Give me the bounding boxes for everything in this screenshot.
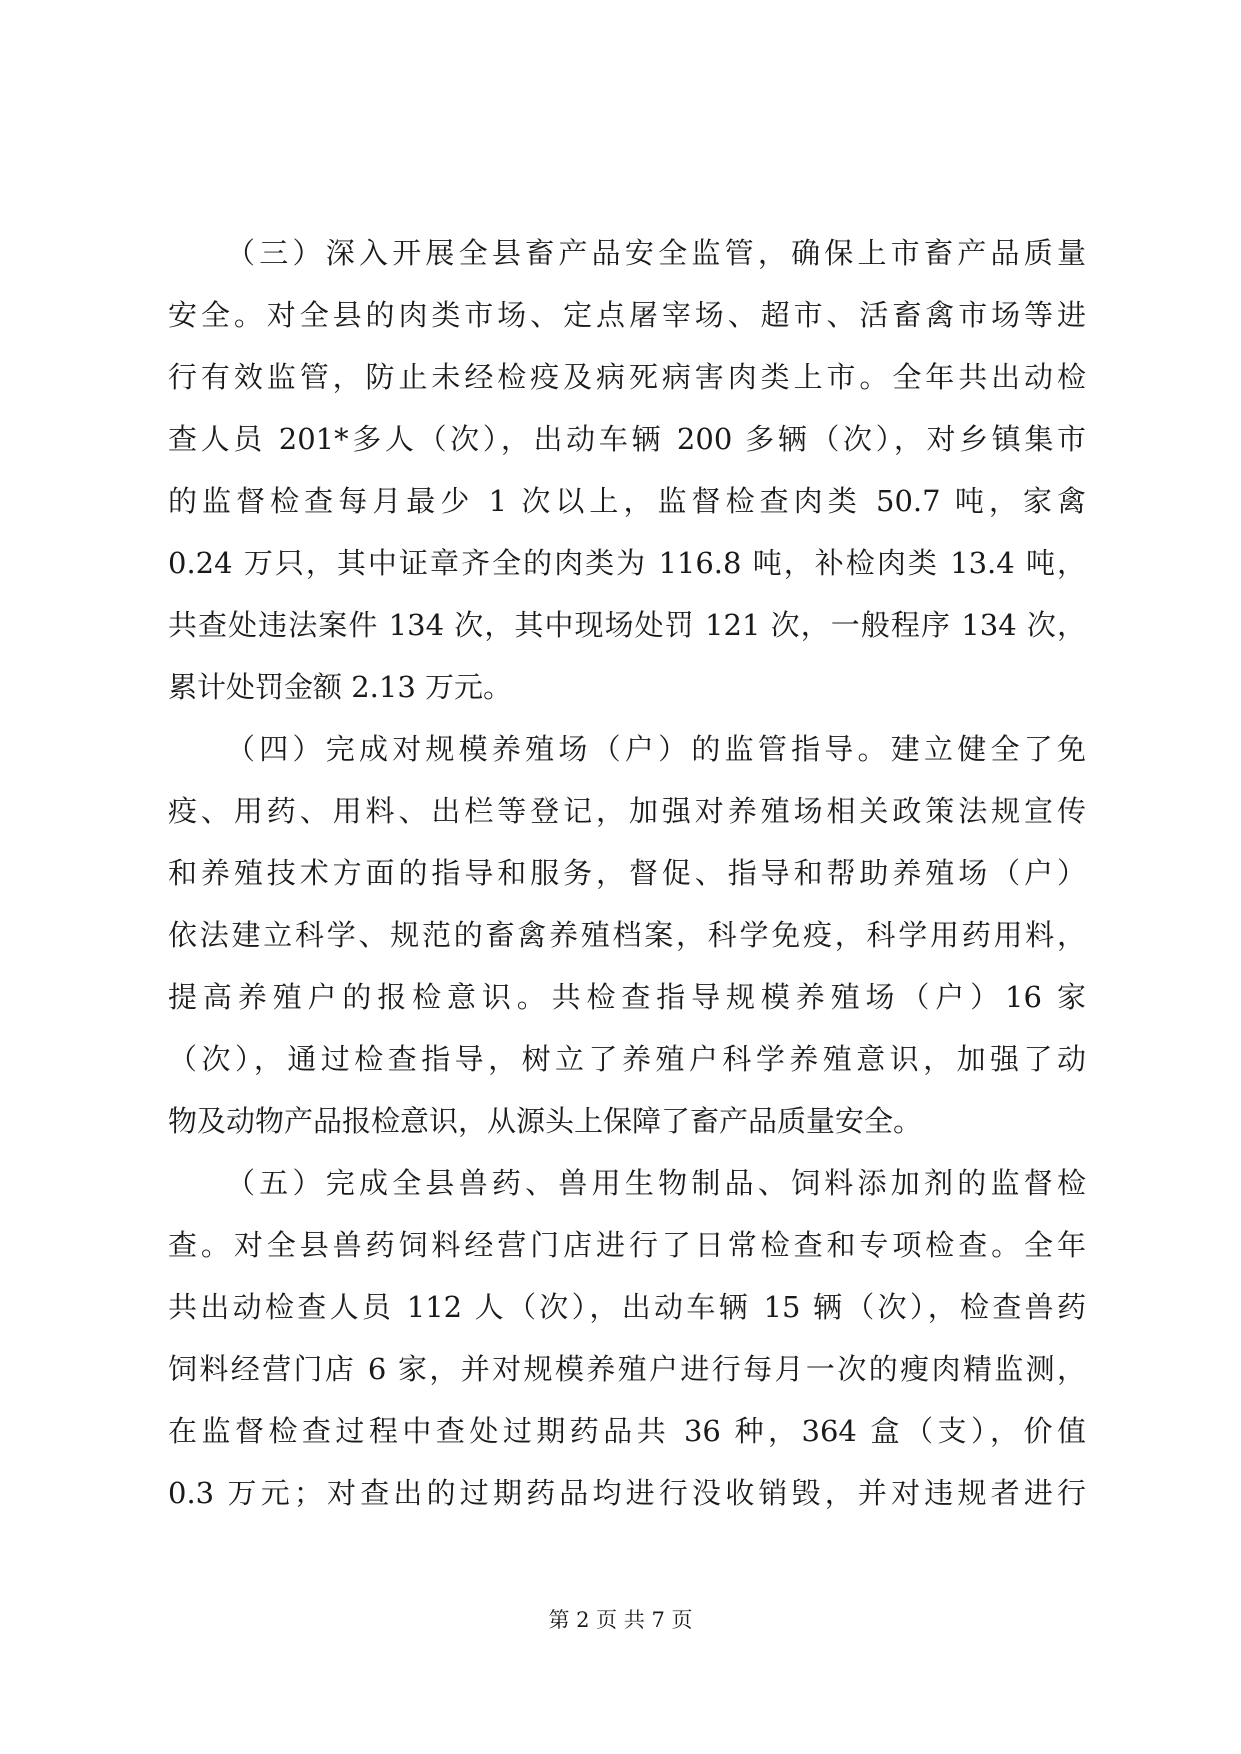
text-line: 物及动物产品报检意识，从源头上保障了畜产品质量安全。 bbox=[168, 1104, 923, 1138]
page-number-footer: 第 2 页 共 7 页 bbox=[548, 1608, 693, 1632]
text-line: 行有效监管，防止未经检疫及病死病害肉类上市。全年共出动检 bbox=[168, 360, 1086, 394]
text-line: 共出动检查人员 112 人（次），出动车辆 15 辆（次），检查兽药 bbox=[168, 1290, 1086, 1324]
text-line: 疫、用药、用料、出栏等登记，加强对养殖场相关政策法规宣传 bbox=[168, 794, 1086, 828]
paragraph-section-4 bbox=[168, 718, 1086, 1152]
text-line: 提高养殖户的报检意识。共检查指导规模养殖场（户）16 家 bbox=[168, 980, 1086, 1014]
text-line: 0.3 万元；对查出的过期药品均进行没收销毁，并对违规者进行 bbox=[168, 1476, 1086, 1510]
text-line: （三）深入开展全县畜产品安全监管，确保上市畜产品质量 bbox=[226, 236, 1086, 270]
text-line: （五）完成全县兽药、兽用生物制品、饲料添加剂的监督检 bbox=[226, 1166, 1086, 1200]
text-line: 查人员 201*多人（次），出动车辆 200 多辆（次），对乡镇集市 bbox=[168, 422, 1086, 456]
text-line: 和养殖技术方面的指导和服务，督促、指导和帮助养殖场（户） bbox=[168, 856, 1086, 890]
document-body bbox=[168, 222, 1086, 1524]
paragraph-section-3 bbox=[168, 222, 1086, 718]
text-line: 在监督检查过程中查处过期药品共 36 种，364 盒（支），价值 bbox=[168, 1414, 1086, 1448]
paragraph-section-5 bbox=[168, 1152, 1086, 1524]
text-line: 依法建立科学、规范的畜禽养殖档案，科学免疫，科学用药用料， bbox=[168, 918, 1086, 952]
text-line: （四）完成对规模养殖场（户）的监管指导。建立健全了免 bbox=[226, 732, 1086, 766]
text-line: 累计处罚金额 2.13 万元。 bbox=[168, 670, 513, 704]
text-line: 饲料经营门店 6 家，并对规模养殖户进行每月一次的瘦肉精监测， bbox=[168, 1352, 1086, 1386]
text-line: 0.24 万只，其中证章齐全的肉类为 116.8 吨，补检肉类 13.4 吨， bbox=[168, 546, 1086, 580]
text-line: 共查处违法案件 134 次，其中现场处罚 121 次，一般程序 134 次， bbox=[168, 608, 1086, 642]
text-line: 安全。对全县的肉类市场、定点屠宰场、超市、活畜禽市场等进 bbox=[168, 298, 1086, 332]
text-line: （次），通过检查指导，树立了养殖户科学养殖意识，加强了动 bbox=[168, 1042, 1086, 1076]
text-line: 查。对全县兽药饲料经营门店进行了日常检查和专项检查。全年 bbox=[168, 1228, 1086, 1262]
text-line: 的监督检查每月最少 1 次以上，监督检查肉类 50.7 吨，家禽 bbox=[168, 484, 1086, 518]
